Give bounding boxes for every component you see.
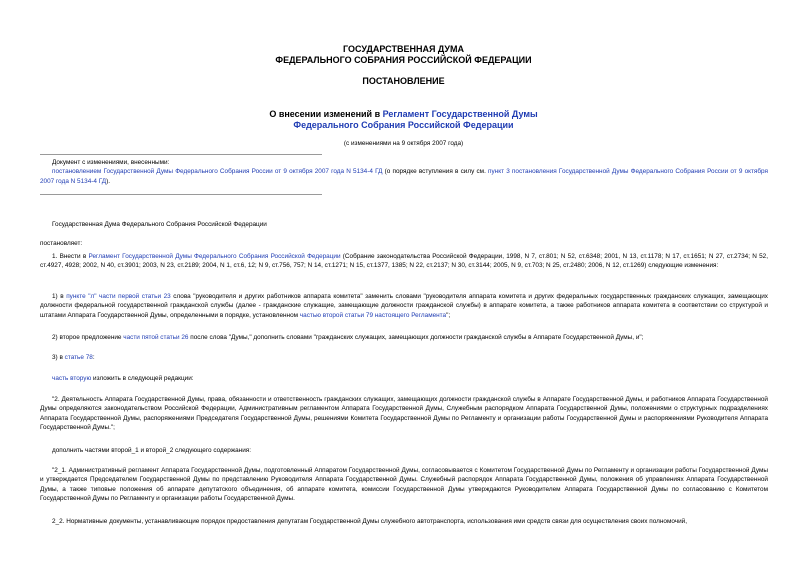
p4-link-article78[interactable]: статье 78 <box>64 354 93 361</box>
doc-title <box>0 109 807 131</box>
p5-text-b: изложить в следующей редакции: <box>91 375 194 382</box>
amend-link-resolution[interactable]: постановлением Государственной Думы Федерального Собрания России от 9 октября 2007 года N 5134-4 ГД <box>52 168 383 176</box>
amend-text-mid: (о порядке вступления в силу см. <box>382 168 489 176</box>
p2-text-b: слова "руководителя и других работников аппарата комитета" заменить словами "руководителя аппарата комитета и других федеральных государственных гражданских служащих, замещающих должности федеральной государственной гражданской службы (далее - гражданские служащие, замещающие должности гражданской службы) в аппарате комитета, а также работников аппарата комитета в соответствии со структурой и штатами Аппарата Государственной Думы, определенными в порядке, установленном <box>40 293 768 319</box>
amend-box-heading: Документ с изменениями, внесенными: <box>52 159 170 166</box>
p5-link-part2[interactable]: часть вторую <box>52 375 92 382</box>
para-2 <box>40 292 768 320</box>
amend-text-end: ). <box>106 177 110 185</box>
para-resolves: постановляет: <box>40 240 83 247</box>
para-8: "2_1. Административный регламент Аппарата Государственной Думы, подготовленный Аппаратом Государственной Думы, согласовывается с Комитетом Государственной Думы по Регламенту и организации работы Государственной Думы и утверждается Председателем Государственной Думы по представлению Руководителя Аппарата Государственной Думы. Служебный распорядок Аппарата Государственной Думы, положения об управлениях Аппарата Государственной Думы, а также типовые положения об аппарате депутатского объединения, об аппарате комитета, комиссии Государственной Думы утверждаются Руководителем Аппарата Государственной Думы по согласованию с Комитетом Государственной Думы по Регламенту и организации работы Государственной Думы. <box>40 467 768 503</box>
p1-text-b: (Собрание законодательства Российской Федерации, 1998, N 7, ст.801; N 52, ст.6348; 2001, N 13, ст.1178; N 17, ст.1651; N 27, ст.2734; N 52, ст.4927, 4928; 2002, N 40, ст.3901; 2003, N 23, ст.2189; 2004, N 1, ст.6, 12; N 9, ст.756, 757; N 14, ст.1271; N 15, ст.1377, 1385; N 22, ст.2137; N 30, ст.3144; 2005, N 9, ст.703; N 25, ст.2480; 2006, N 12, ст.1269) следующие изменения: <box>40 253 768 270</box>
p2-text-c: "; <box>446 311 451 319</box>
amend-box <box>40 158 768 186</box>
p2-text-a: 1) в <box>52 293 67 300</box>
p4-text-a: 3) в <box>52 354 65 361</box>
para-4 <box>40 353 768 362</box>
header-line1: ГОСУДАРСТВЕННАЯ ДУМА <box>342 44 465 54</box>
p3-text-b: после слова "Думы," дополнить словами "гражданских служащих, замещающих должности гражданской службы в Аппарате Государственной Думы, и"; <box>188 334 644 341</box>
para-7: дополнить частями второй_1 и второй_2 следующего содержания: <box>52 447 252 454</box>
changes-note: (с изменениями на 9 октября 2007 года) <box>343 140 464 147</box>
para-3 <box>40 333 768 342</box>
doc-type: ПОСТАНОВЛЕНИЕ <box>362 76 445 86</box>
p1-link-reglament[interactable]: Регламент Государственной Думы Федерального Собрания Российской Федерации <box>88 253 341 260</box>
para-6: "2. Деятельность Аппарата Государственной Думы, права, обязанности и ответственность гражданских служащих, замещающих должности гражданской службы в Аппарате Государственной Думы, и работников Аппарата Государственной Думы определяются законодательством Российской Федерации, Административным регламентом Аппарата Государственной Думы, Служебным распорядком Аппарата Государственной Думы, положениями о структурных подразделениях Аппарата Государственной Думы, распоряжениями Председателя Государственной Думы, решениями Комитета Государственной Думы по Регламенту и организации работы Государственной Думы и распоряжениями Руководителя Аппарата Государственной Думы."; <box>40 396 768 432</box>
para-duma: Государственная Дума Федерального Собрания Российской Федерации <box>52 221 267 228</box>
para-1 <box>40 252 768 271</box>
para-9: 2_2. Нормативные документы, устанавливающие порядок предоставления депутатам Государственной Думы служебного автотранспорта, использования ими средств связи для осуществления своих полномочий, <box>52 518 688 525</box>
para-5 <box>40 374 768 383</box>
header-line2: ФЕДЕРАЛЬНОГО СОБРАНИЯ РОССИЙСКОЙ ФЕДЕРАЦИИ <box>275 55 532 65</box>
amend-box-top-rule <box>40 154 322 155</box>
title-link-reglament[interactable]: Регламент Государственной Думы <box>382 109 538 119</box>
title-link-federal[interactable]: Федерального Собрания Российской Федерации <box>293 120 514 130</box>
p4-text-b: : <box>92 354 95 361</box>
amend-box-bottom-rule <box>40 194 322 195</box>
p2-link-article79[interactable]: частью второй статьи 79 настоящего Регламента <box>299 311 447 319</box>
p2-link-article23[interactable]: пункте "л" части первой статьи 23 <box>66 293 171 300</box>
p1-text-a: 1. Внести в <box>52 253 89 260</box>
p3-text-a: 2) второе предложение <box>52 334 124 341</box>
amend-link-point3[interactable]: пункт 3 постановления Государственной Думы Федерального Собрания России от 9 октября 2007 года N 5134-4 ГД <box>40 168 769 185</box>
title-prefix: О внесении изменений в <box>269 109 383 119</box>
p3-link-article26[interactable]: части пятой статьи 26 <box>123 334 189 341</box>
